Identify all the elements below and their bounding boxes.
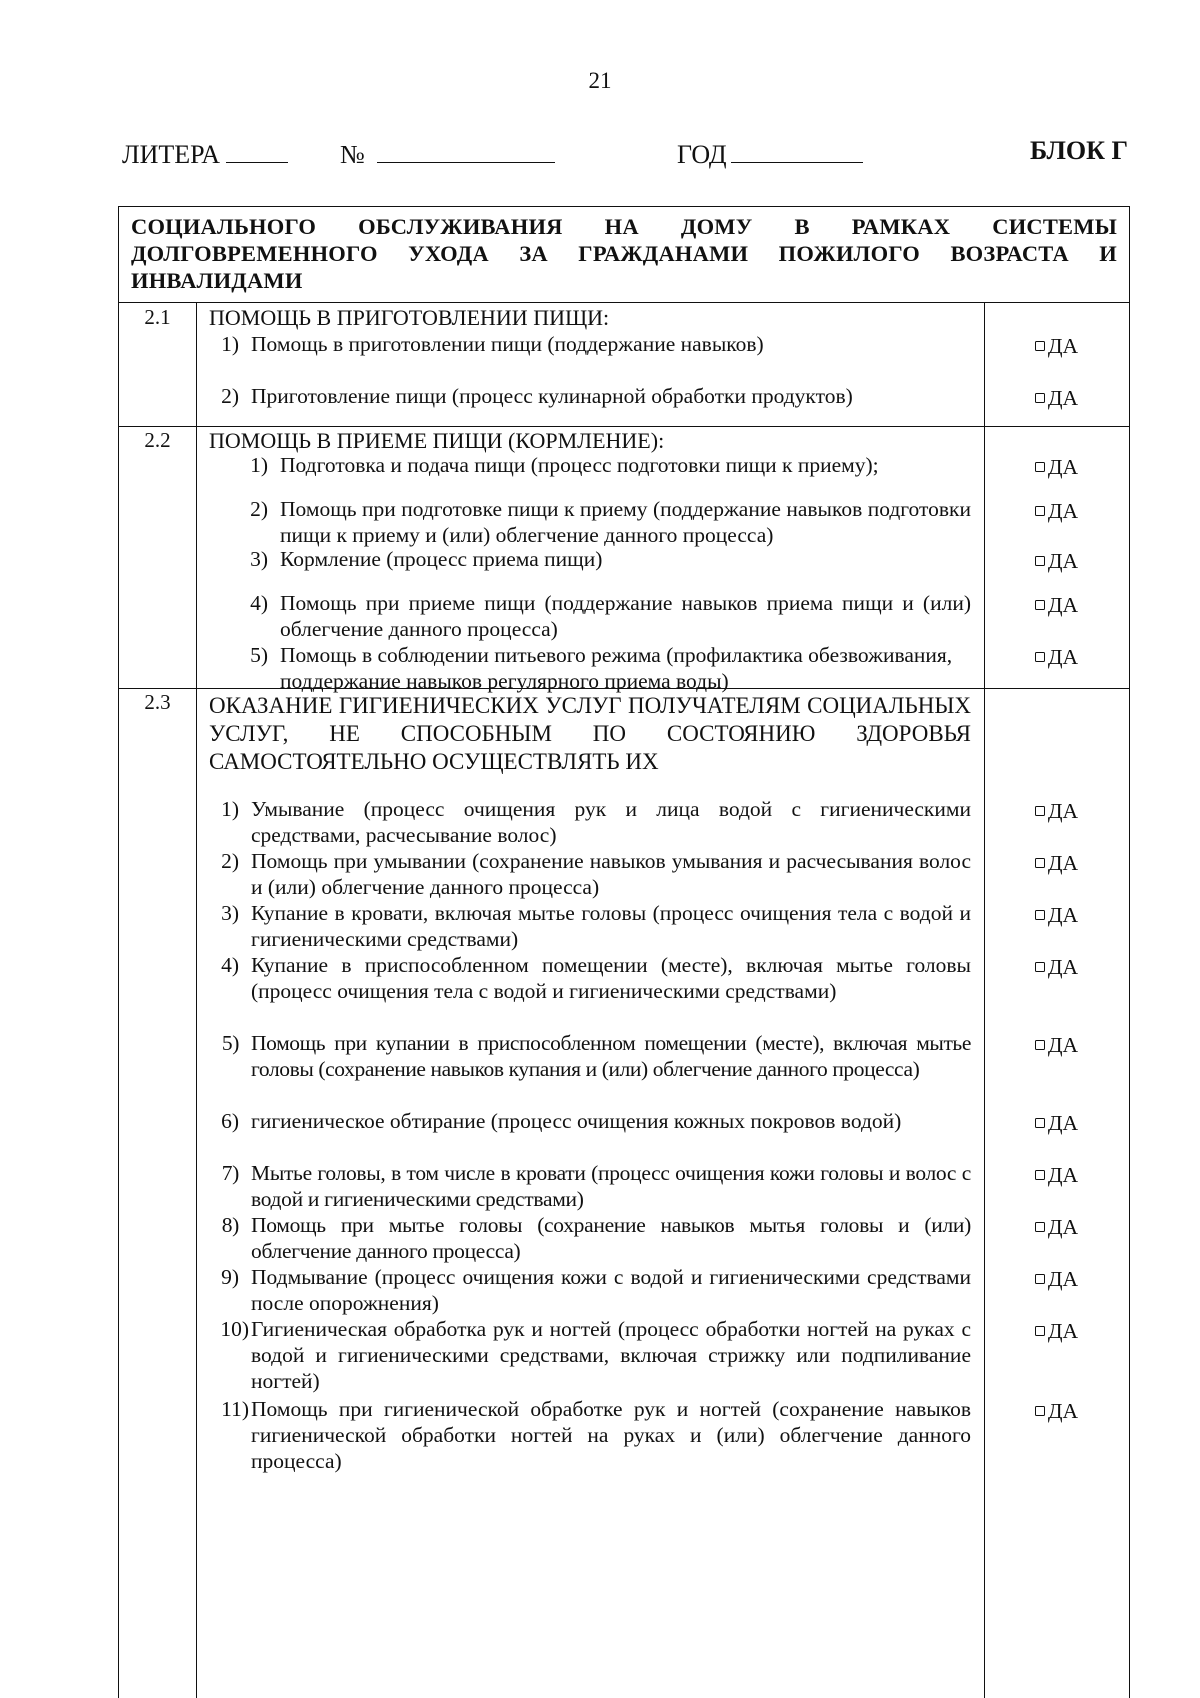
item-text: Подготовка и подача пищи (процесс подготовки пищи к приему); (280, 453, 879, 477)
checkbox-square-icon[interactable] (1035, 462, 1045, 472)
litera-label: ЛИТЕРА (122, 140, 221, 169)
yes-checkbox[interactable] (984, 1032, 1129, 1058)
item-text: Подмывание (процесс очищения кожи с водой и гигиеническими средствами после опорожнения) (251, 1265, 971, 1315)
section-2-1 (119, 303, 1129, 427)
list-item (244, 642, 971, 694)
checkbox-label: ДА (1047, 1267, 1079, 1291)
checkbox-label: ДА (1047, 851, 1079, 875)
checkbox-square-icon[interactable] (1035, 858, 1045, 868)
checkbox-square-icon[interactable] (1035, 556, 1045, 566)
yes-checkbox[interactable] (984, 333, 1129, 359)
list-item (215, 952, 971, 1004)
checkbox-square-icon[interactable] (1035, 1222, 1045, 1232)
list-item (215, 848, 971, 900)
checkbox-square-icon[interactable] (1035, 1170, 1045, 1180)
item-text: Купание в кровати, включая мытье головы (процесс очищения тела с водой и гигиеническими средствами) (251, 901, 971, 951)
checkbox-square-icon[interactable] (1035, 652, 1045, 662)
checkbox-label: ДА (1047, 799, 1079, 823)
yes-checkbox[interactable] (984, 1110, 1129, 1136)
list-item (215, 1030, 971, 1082)
section-number: 2.3 (119, 688, 197, 1698)
checkbox-label: ДА (1047, 645, 1079, 669)
item-text: Приготовление пищи (процесс кулинарной обработки продуктов) (251, 384, 853, 408)
item-number: 2) (221, 849, 239, 873)
section-number: 2.1 (119, 303, 197, 426)
yes-checkbox[interactable] (984, 385, 1129, 411)
list-item (215, 1108, 971, 1134)
checkbox-square-icon[interactable] (1035, 1406, 1045, 1416)
item-number: 3) (250, 547, 268, 571)
item-number: 10) (220, 1317, 249, 1341)
checkbox-label: ДА (1047, 593, 1079, 617)
table-title: СОЦИАЛЬНОГО ОБСЛУЖИВАНИЯ НА ДОМУ В РАМКАХ СИСТЕМЫ ДОЛГОВРЕМЕННОГО УХОДА ЗА ГРАЖДАНАМИ ПОЖИЛОГО ВОЗРАСТА И ИНВАЛИДАМИ (119, 206, 1129, 303)
checkbox-square-icon[interactable] (1035, 910, 1045, 920)
item-number: 4) (221, 953, 239, 977)
item-number: 7) (221, 1161, 239, 1185)
yes-checkbox[interactable] (984, 954, 1129, 980)
item-number: 11) (221, 1397, 249, 1421)
list-item (244, 590, 971, 642)
yes-checkbox[interactable] (984, 1266, 1129, 1292)
list-item (215, 383, 971, 409)
checkbox-label: ДА (1047, 1319, 1079, 1343)
list-item (244, 496, 971, 548)
section-number: 2.2 (119, 426, 197, 688)
item-number: 8) (221, 1213, 239, 1237)
yes-checkbox[interactable] (984, 902, 1129, 928)
form-header (122, 136, 1128, 176)
section-2-2 (119, 426, 1129, 693)
checkbox-label: ДА (1047, 1399, 1079, 1423)
item-number: 5) (250, 643, 268, 667)
year-field[interactable] (677, 136, 863, 170)
item-text: Умывание (процесс очищения рук и лица водой с гигиеническими средствами, расчесывание волос) (251, 797, 971, 847)
checkbox-square-icon[interactable] (1035, 1040, 1045, 1050)
item-number: 1) (221, 332, 239, 356)
checkbox-square-icon[interactable] (1035, 962, 1045, 972)
list-item (215, 796, 971, 848)
checkbox-square-icon[interactable] (1035, 1326, 1045, 1336)
year-blank[interactable] (731, 136, 863, 163)
item-text: Помощь в приготовлении пищи (поддержание навыков) (251, 332, 764, 356)
yes-checkbox[interactable] (984, 1318, 1129, 1344)
checkbox-square-icon[interactable] (1035, 600, 1045, 610)
checkbox-square-icon[interactable] (1035, 506, 1045, 516)
list-item (244, 546, 971, 572)
services-table (118, 206, 1130, 1698)
item-text: Гигиеническая обработка рук и ногтей (процесс обработки ногтей на руках с водой и гигиеническими средствами, включая стрижку или подпиливание ногтей) (251, 1317, 971, 1393)
yes-checkbox[interactable] (984, 798, 1129, 824)
item-number: 5) (221, 1031, 239, 1055)
yes-checkbox[interactable] (984, 454, 1129, 480)
section-title: ПОМОЩЬ В ПРИЕМЕ ПИЩИ (КОРМЛЕНИЕ): (209, 428, 665, 453)
yes-checkbox[interactable] (984, 850, 1129, 876)
yes-checkbox[interactable] (984, 1398, 1129, 1424)
item-number: 2) (250, 497, 268, 521)
checkbox-label: ДА (1047, 1215, 1079, 1239)
checkbox-label: ДА (1047, 955, 1079, 979)
yes-checkbox[interactable] (984, 498, 1129, 524)
checkbox-label: ДА (1047, 334, 1079, 358)
item-number: 2) (221, 384, 239, 408)
checkbox-label: ДА (1047, 1163, 1079, 1187)
page-number: 21 (588, 68, 612, 93)
list-item (215, 900, 971, 952)
item-number: 1) (250, 453, 268, 477)
item-text: Мытье головы, в том числе в кровати (процесс очищения кожи головы и волос с водой и гигиеническими средствами) (251, 1161, 971, 1211)
section-title: ОКАЗАНИЕ ГИГИЕНИЧЕСКИХ УСЛУГ ПОЛУЧАТЕЛЯМ СОЦИАЛЬНЫХ УСЛУГ, НЕ СПОСОБНЫМ ПО СОСТОЯНИЮ ЗДОРОВЬЯ САМОСТОЯТЕЛЬНО ОСУЩЕСТВЛЯТЬ ИХ (209, 693, 971, 774)
block-label: БЛОК Г (1029, 136, 1128, 165)
yes-checkbox[interactable] (984, 592, 1129, 618)
number-blank[interactable] (377, 136, 555, 163)
year-label: ГОД (677, 140, 727, 169)
list-item (215, 1264, 971, 1316)
item-text: Помощь при приеме пищи (поддержание навыков приема пищи и (или) облегчение данного процесса) (280, 591, 971, 641)
list-item (215, 1212, 971, 1264)
item-number: 9) (221, 1265, 239, 1289)
item-text: Помощь при мытье головы (сохранение навыков мытья головы и (или) облегчение данного процесса) (251, 1213, 971, 1263)
list-item (215, 1316, 971, 1394)
checkbox-label: ДА (1047, 903, 1079, 927)
item-text: Помощь при купании в приспособленном помещении (месте), включая мытье головы (сохранение навыков купания и (или) облегчение данного процесса) (251, 1031, 971, 1081)
number-label: № (340, 140, 365, 169)
yes-checkbox[interactable] (984, 1162, 1129, 1188)
item-number: 4) (250, 591, 268, 615)
checkbox-square-icon[interactable] (1035, 806, 1045, 816)
item-text: Помощь при гигиенической обработке рук и ногтей (сохранение навыков гигиенической обработки ногтей на руках и (или) облегчение данного процесса) (251, 1397, 971, 1473)
checkbox-label: ДА (1047, 499, 1079, 523)
yes-checkbox[interactable] (984, 644, 1129, 670)
item-text: Помощь при подготовке пищи к приему (поддержание навыков подготовки пищи к приему и (или) облегчение данного процесса) (280, 497, 971, 547)
item-text: Кормление (процесс приема пищи) (280, 547, 603, 571)
item-text: гигиеническое обтирание (процесс очищения кожных покровов водой) (251, 1109, 902, 1133)
list-item (215, 331, 971, 357)
checkbox-label: ДА (1047, 549, 1079, 573)
number-field[interactable] (340, 136, 555, 170)
item-number: 3) (221, 901, 239, 925)
checkbox-label: ДА (1047, 455, 1079, 479)
checkbox-square-icon[interactable] (1035, 1118, 1045, 1128)
list-item (215, 1396, 971, 1474)
list-item (215, 1160, 971, 1212)
litera-blank[interactable] (226, 136, 288, 163)
column-divider (984, 688, 985, 1698)
checkbox-square-icon[interactable] (1035, 341, 1045, 351)
litera-field[interactable] (122, 136, 288, 170)
yes-checkbox[interactable] (984, 1214, 1129, 1240)
checkbox-square-icon[interactable] (1035, 393, 1045, 403)
section-title: ПОМОЩЬ В ПРИГОТОВЛЕНИИ ПИЩИ: (209, 305, 610, 330)
item-number: 1) (221, 797, 239, 821)
list-item (244, 452, 971, 478)
item-text: Купание в приспособленном помещении (месте), включая мытье головы (процесс очищения тела с водой и гигиеническими средствами) (251, 953, 971, 1003)
item-number: 6) (221, 1109, 239, 1133)
checkbox-square-icon[interactable] (1035, 1274, 1045, 1284)
section-2-3 (119, 688, 1129, 1698)
checkbox-label: ДА (1047, 1111, 1079, 1135)
yes-checkbox[interactable] (984, 548, 1129, 574)
item-text: Помощь в соблюдении питьевого режима (профилактика обезвоживания, поддержание навыков регулярного приема воды) (280, 643, 953, 693)
checkbox-label: ДА (1047, 386, 1079, 410)
checkbox-label: ДА (1047, 1033, 1079, 1057)
item-text: Помощь при умывании (сохранение навыков умывания и расчесывания волос и (или) облегчение данного процесса) (251, 849, 971, 899)
